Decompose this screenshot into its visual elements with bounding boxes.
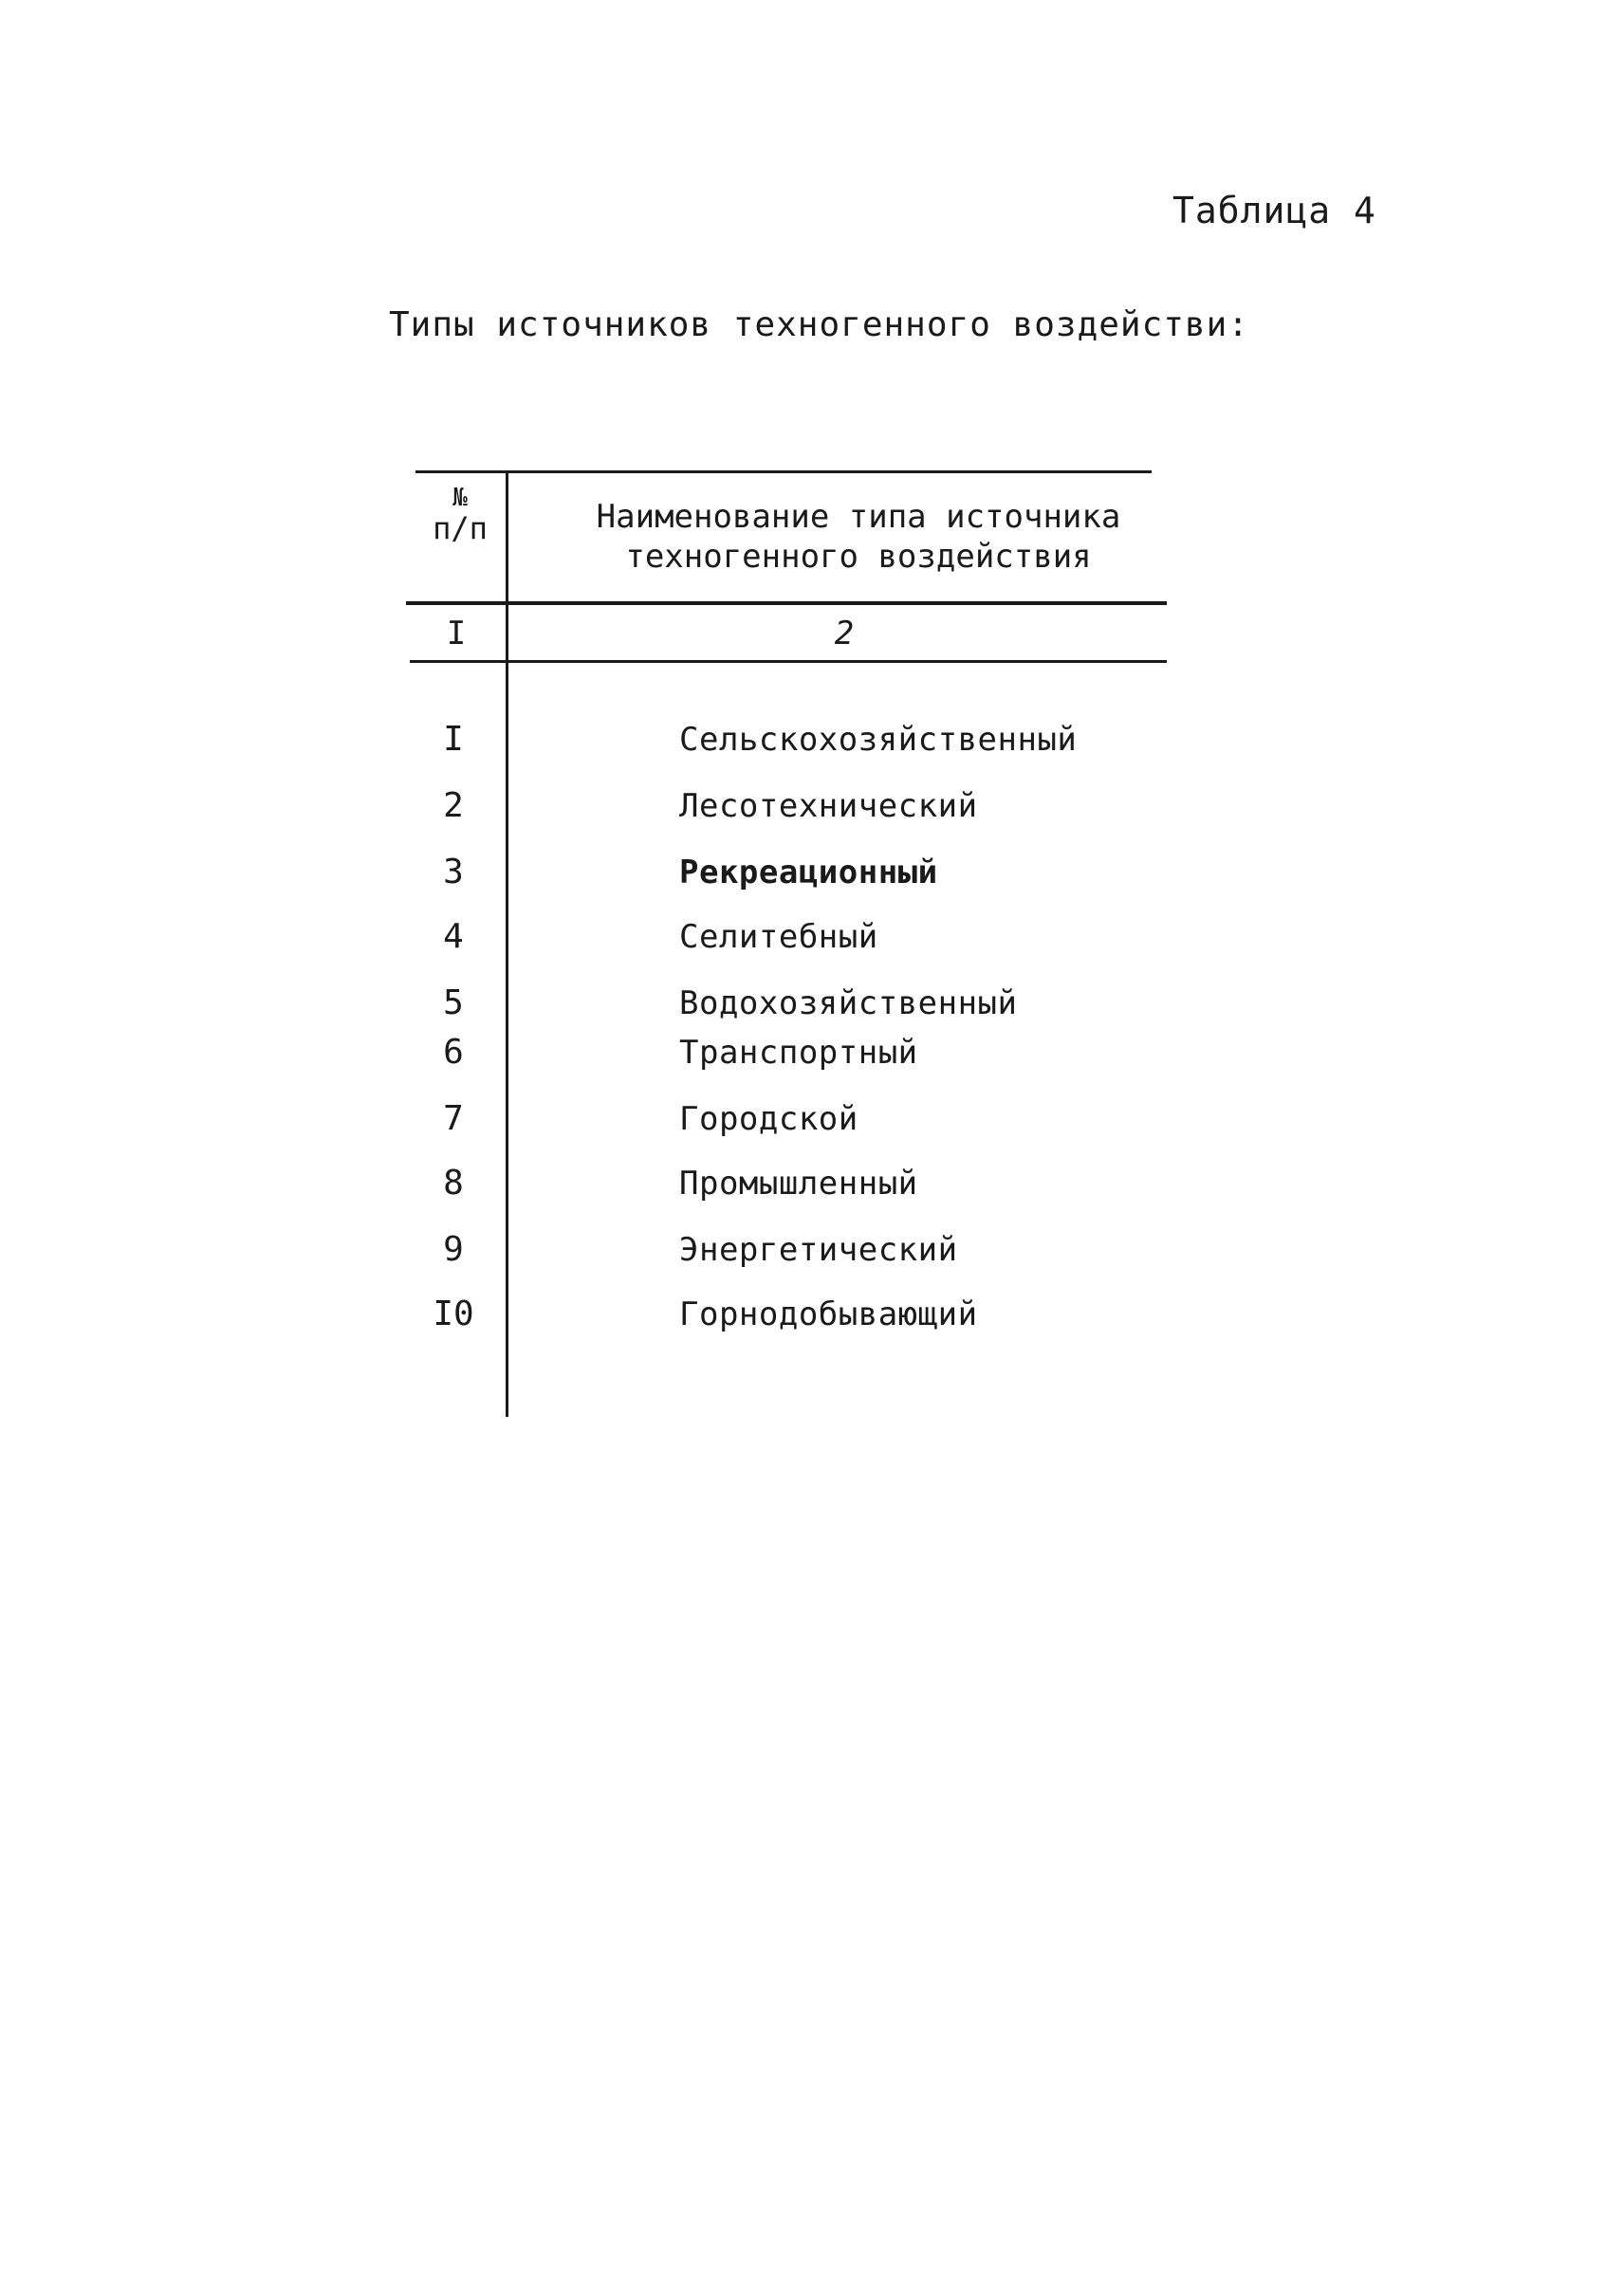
table-row: [0, 1163, 1624, 1204]
row-number: I: [443, 720, 464, 759]
column-number-2: 2: [834, 615, 855, 652]
row-number: 6: [443, 1033, 464, 1072]
column-number-1: I: [446, 615, 467, 652]
row-name: Городской: [679, 1100, 858, 1138]
column-number-rule: [410, 660, 1167, 663]
row-name: Лесотехнический: [679, 787, 978, 825]
number-label: п/п: [433, 510, 488, 546]
row-name: Водохозяйственный: [679, 984, 1018, 1022]
header-bottom-rule: [406, 601, 1167, 605]
row-number: I0: [433, 1295, 474, 1333]
row-number: 5: [443, 983, 464, 1022]
header-number-cell: [423, 486, 497, 546]
table-top-rule: [415, 470, 1152, 473]
table-row: [0, 1294, 1624, 1335]
row-number: 4: [443, 917, 464, 956]
table-row: [0, 1032, 1624, 1074]
table-row: [0, 1229, 1624, 1271]
row-number: 2: [443, 786, 464, 825]
table-label: Таблица 4: [1172, 190, 1376, 231]
number-sign: №: [452, 484, 468, 512]
row-name: Энергетический: [679, 1231, 958, 1269]
row-name: Промышленный: [679, 1165, 918, 1203]
row-name: Транспортный: [679, 1034, 918, 1072]
table-row: [0, 916, 1624, 958]
table-row: [0, 983, 1624, 1024]
row-number: 9: [443, 1230, 464, 1269]
row-name: Селитебный: [679, 918, 878, 956]
row-number: 8: [443, 1164, 464, 1203]
row-number: 3: [443, 853, 464, 891]
row-name: Горнодобывающий: [679, 1295, 978, 1333]
table-row: [0, 852, 1624, 893]
table-row: [0, 785, 1624, 827]
row-name: Рекреационный: [679, 854, 938, 891]
table-row: [0, 1098, 1624, 1140]
row-number: 7: [443, 1099, 464, 1138]
header-name-line-1: Наименование типа источника: [596, 498, 1121, 536]
header-name-line-2: техногенного воздействия: [625, 538, 1092, 576]
row-name: Сельскохозяйственный: [679, 721, 1078, 759]
header-name-cell: [531, 497, 1186, 577]
table-title: Типы источников техногенного воздействи:: [389, 305, 1249, 344]
table-row: [0, 719, 1624, 761]
